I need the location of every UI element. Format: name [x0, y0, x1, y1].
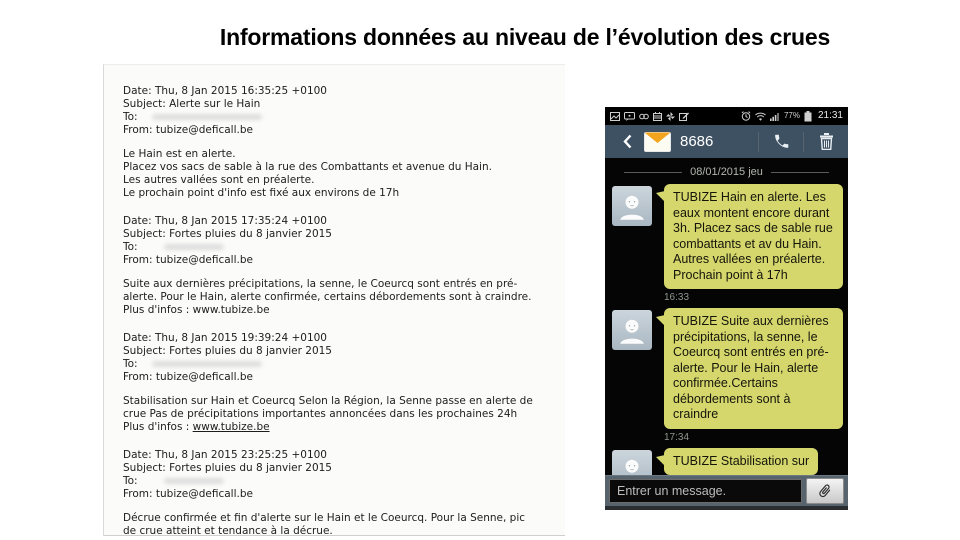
attach-icon [814, 480, 837, 503]
sms-timestamp: 16:33 [664, 292, 690, 303]
email-body-line: Plus d'infos : www.tubize.be [123, 304, 270, 316]
header-divider [758, 132, 759, 152]
email-scan-document [103, 64, 565, 536]
date-divider [624, 166, 829, 178]
email-block-3 [123, 332, 565, 434]
sms-bubble: TUBIZE Suite aux dernières précipitations, la senne, le Coeurcq sont entrés en pré-alerte. Pour le Hain, alerte confirmée.Certains débordements sont à craindre [664, 308, 843, 429]
email-subject: Subject: Alerte sur le Hain [123, 98, 261, 110]
person-icon [617, 315, 647, 345]
message-input-bar [605, 475, 848, 506]
email-date: Date: Thu, 8 Jan 2015 16:35:25 +0100 [123, 85, 327, 97]
email-body-line: Stabilisation sur Hain et Coeurcq Selon la Région, la Senne passe en alerte de [123, 395, 533, 407]
attach-button[interactable] [806, 478, 844, 504]
signal-icon [770, 112, 780, 121]
conversation-date: 08/01/2015 jeu [690, 166, 763, 178]
status-clock: 21:31 [817, 110, 843, 121]
memo-icon [679, 112, 689, 121]
email-from: From: tubize@deficall.be [123, 254, 253, 266]
email-to: To: [123, 358, 565, 371]
battery-percent: 77% [783, 111, 800, 120]
alarm-icon [741, 111, 751, 121]
email-block-4 [123, 449, 565, 536]
message-row [610, 308, 843, 429]
phone-bottom-strip [605, 506, 848, 510]
email-body-line: Le Hain est en alerte. [123, 148, 236, 160]
conversation-area [605, 158, 848, 475]
email-link-line: Plus d'infos : www.tubize.be [123, 421, 270, 433]
email-body-line: Placez vos sacs de sable à la rue des Combattants et avenue du Hain. [123, 161, 492, 173]
wifi-icon [755, 112, 766, 121]
email-body-line: de crue atteint et tendance à la décrue. [123, 525, 333, 536]
email-date: Date: Thu, 8 Jan 2015 23:25:25 +0100 [123, 449, 327, 461]
delete-button[interactable] [813, 129, 839, 155]
sms-bubble: TUBIZE Hain en alerte. Les eaux montent encore durant 3h. Placez sacs de sable rue combattants et av du Hain. Autres vallées en préalerte. Prochain point à 17h [664, 184, 843, 289]
email-subject: Subject: Fortes pluies du 8 janvier 2015 [123, 462, 332, 474]
email-to: To: [123, 475, 565, 488]
email-subject: Subject: Fortes pluies du 8 janvier 2015 [123, 228, 332, 240]
email-body-line: Le prochain point d'info est fixé aux environs de 17h [123, 187, 400, 199]
redacted-recipient [164, 478, 224, 484]
email-date: Date: Thu, 8 Jan 2015 19:39:24 +0100 [123, 332, 327, 344]
message-input[interactable] [609, 479, 802, 503]
email-body-line: crue Pas de précipitations importantes annoncées dans les prochaines 24h [123, 408, 518, 420]
email-to: To: [123, 111, 565, 124]
envelope-icon [644, 132, 671, 152]
conversation-number: 8686 [680, 133, 714, 150]
email-from: From: tubize@deficall.be [123, 124, 253, 136]
divider-rule [624, 172, 682, 173]
sms-timestamp: 17:34 [664, 431, 690, 443]
back-icon [623, 134, 632, 149]
email-from: From: tubize@deficall.be [123, 488, 253, 500]
message-row [610, 448, 843, 476]
trash-icon [819, 133, 834, 150]
redacted-recipient [152, 361, 262, 367]
sms-bubble: TUBIZE Stabilisation sur [664, 448, 818, 476]
page-title: Informations données au niveau de l’évolution des crues [219, 24, 831, 50]
person-icon [617, 191, 647, 221]
divider-rule [771, 172, 829, 173]
email-body-line: Suite aux dernières précipitations, la senne, le Coeurcq sont entrés en pré- [123, 278, 518, 290]
call-button[interactable] [768, 129, 794, 155]
phone-status-bar [605, 107, 848, 125]
redacted-recipient [152, 114, 262, 120]
email-block-2 [123, 215, 565, 317]
messaging-app-header [605, 125, 848, 158]
link-icon [639, 112, 649, 121]
email-to: To: [123, 241, 565, 254]
email-body-line: Décrue confirmée et fin d'alerte sur le Hain et le Coeurcq. Pour la Senne, pic [123, 512, 526, 524]
battery-icon [804, 111, 812, 122]
screenshot-icon [610, 112, 620, 121]
call-icon [773, 133, 790, 150]
person-icon [617, 455, 647, 476]
mms-icon [624, 112, 635, 121]
calendar-icon [653, 112, 662, 121]
contact-avatar [612, 186, 652, 226]
pinwheel-icon [666, 112, 675, 121]
contact-avatar [612, 310, 652, 350]
message-row [610, 184, 843, 289]
email-subject: Subject: Fortes pluies du 8 janvier 2015 [123, 345, 332, 357]
back-button[interactable] [614, 129, 640, 155]
email-body-line: Les autres vallées sont en préalerte. [123, 174, 315, 186]
contact-avatar [612, 450, 652, 476]
email-block-1 [123, 85, 565, 200]
phone-screenshot [605, 107, 848, 510]
email-from: From: tubize@deficall.be [123, 371, 253, 383]
email-body-line: alerte. Pour le Hain, alerte confirmée, certains débordements sont à craindre. [123, 291, 532, 303]
email-date: Date: Thu, 8 Jan 2015 17:35:24 +0100 [123, 215, 327, 227]
header-divider [803, 132, 804, 152]
redacted-recipient [164, 244, 224, 250]
tubize-link: www.tubize.be [192, 421, 270, 433]
